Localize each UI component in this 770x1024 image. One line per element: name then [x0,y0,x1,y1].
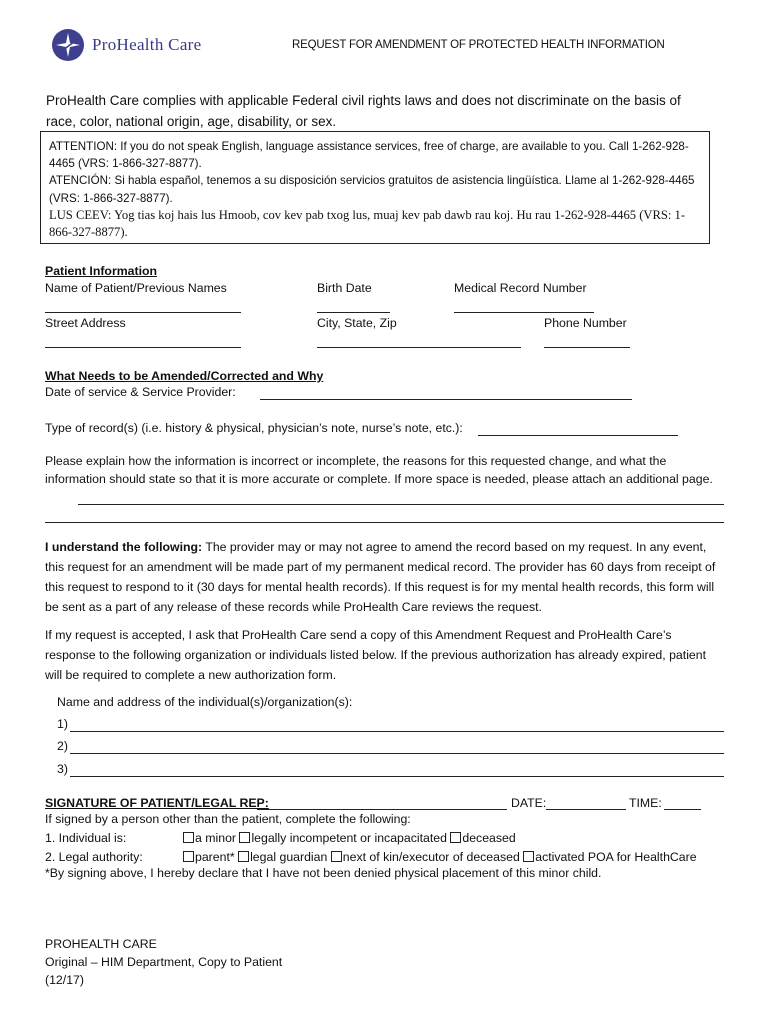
date-label: DATE: [511,796,547,810]
understanding-text: The provider may or may not agree to amend the record based on my request. In any event, this request for an amendment will be made part of my permanent medical record. The provider has 60 days from receipt of this request to respond to it (30 days for mental health records). If this request is for my mental health records, this form will be sent as a part of any release of these records while ProHealth Care reviews the request. [45,540,716,614]
date-of-service-label: Date of service & Service Provider: [45,385,236,399]
understanding-lead: I understand the following: [45,540,203,554]
recipient-3-field[interactable] [70,776,724,777]
deceased-option-label: deceased [462,831,516,845]
signature-heading: SIGNATURE OF PATIENT/LEGAL REP: [45,796,269,810]
individual-options [183,831,516,845]
recipient-3-number: 3) [57,762,68,776]
parent-option-label: parent* [195,850,235,864]
document-title: REQUEST FOR AMENDMENT OF PROTECTED HEALTH INFORMATION [292,39,665,51]
star-logo-icon [52,29,84,61]
recipient-1-number: 1) [57,717,68,731]
patient-name-label: Name of Patient/Previous Names [45,281,227,295]
phone-label: Phone Number [544,316,627,330]
patient-info-heading: Patient Information [45,264,158,278]
minor-checkbox[interactable] [183,832,194,843]
record-type-label: Type of record(s) (i.e. history & physical, physician’s note, nurse’s note, etc.): [45,421,463,435]
minor-option-label: a minor [195,831,237,845]
logo-text: ProHealth Care [92,35,202,54]
declaration-text: *By signing above, I hereby declare that I have not been denied physical placement of this minor child. [45,866,602,880]
recipient-2-field[interactable] [70,753,724,754]
next-of-kin-option-label: next of kin/executor of deceased [342,850,520,864]
notice-spanish: ATENCIÓN: Si habla español, tenemos a su disposición servicios gratuitos de asistencia lingüística. Llame al 1-262-928-4465 (VRS: 1-866-327-8877). [49,174,695,205]
time-field[interactable] [664,809,701,810]
notice-english: ATTENTION: If you do not speak English, language assistance services, free of charge, are available to you. Call 1-262-928-4465 (VRS: 1-866-327-8877). [49,140,689,171]
amend-heading: What Needs to be Amended/Corrected and Why [45,369,324,383]
notice-hmong: LUS CEEV: Yog tias koj hais lus Hmoob, cov kev pab txog lus, muaj kev pab dawb rau koj. Hu rau 1-262-928-4465 (VRS: 1-866-327-8877). [49,207,686,240]
record-type-field[interactable] [478,435,678,436]
signed-by-instructions: If signed by a person other than the patient, complete the following: [45,812,411,826]
date-of-service-field[interactable] [260,399,632,400]
deceased-checkbox[interactable] [450,832,461,843]
poa-option-label: activated POA for HealthCare [535,850,697,864]
birth-date-label: Birth Date [317,281,372,295]
legal-guardian-option-label: legal guardian [250,850,328,864]
next-of-kin-checkbox[interactable] [331,851,342,862]
mrn-label: Medical Record Number [454,281,587,295]
time-label: TIME: [629,796,662,810]
mrn-field[interactable] [454,312,594,313]
individual-is-label: 1. Individual is: [45,831,127,845]
street-address-field[interactable] [45,347,241,348]
incompetent-checkbox[interactable] [239,832,250,843]
explain-instructions: Please explain how the information is incorrect or incomplete, the reasons for this requested change, and what the information should state so that it is more accurate or complete. If more space is needed, please attach an additional page. [45,454,713,486]
signature-field[interactable] [257,809,507,810]
recipients-label: Name and address of the individual(s)/organization(s): [57,695,353,709]
recipient-1-field[interactable] [70,731,724,732]
date-field[interactable] [546,809,626,810]
street-address-label: Street Address [45,316,126,330]
recipient-2-number: 2) [57,739,68,753]
footer-version: (12/17) [45,973,84,987]
accepted-paragraph: If my request is accepted, I ask that ProHealth Care send a copy of this Amendment Request and ProHealth Care’s response to the following organization or individuals listed below. If the previous authorization has already expired, patient will be required to complete a new authorization form. [45,628,707,682]
footer-org: PROHEALTH CARE [45,937,157,951]
legal-authority-label: 2. Legal authority: [45,850,143,864]
incompetent-option-label: legally incompetent or incapacitated [251,831,447,845]
birth-date-field[interactable] [317,312,390,313]
city-state-zip-label: City, State, Zip [317,316,397,330]
nondiscrimination-statement: ProHealth Care complies with applicable Federal civil rights laws and does not discriminate on the basis of race, color, national origin, age, disability, or sex. [46,93,681,129]
understanding-paragraph [45,537,720,617]
parent-checkbox[interactable] [183,851,194,862]
language-assistance-notice [40,131,710,244]
authority-options [183,850,697,864]
city-state-zip-field[interactable] [317,347,521,348]
legal-guardian-checkbox[interactable] [238,851,249,862]
poa-checkbox[interactable] [523,851,534,862]
logo [52,29,201,61]
explain-field-1[interactable] [78,504,724,505]
phone-field[interactable] [544,347,630,348]
patient-name-field[interactable] [45,312,241,313]
explain-field-2[interactable] [45,522,724,523]
footer-copy-note: Original – HIM Department, Copy to Patient [45,955,283,969]
